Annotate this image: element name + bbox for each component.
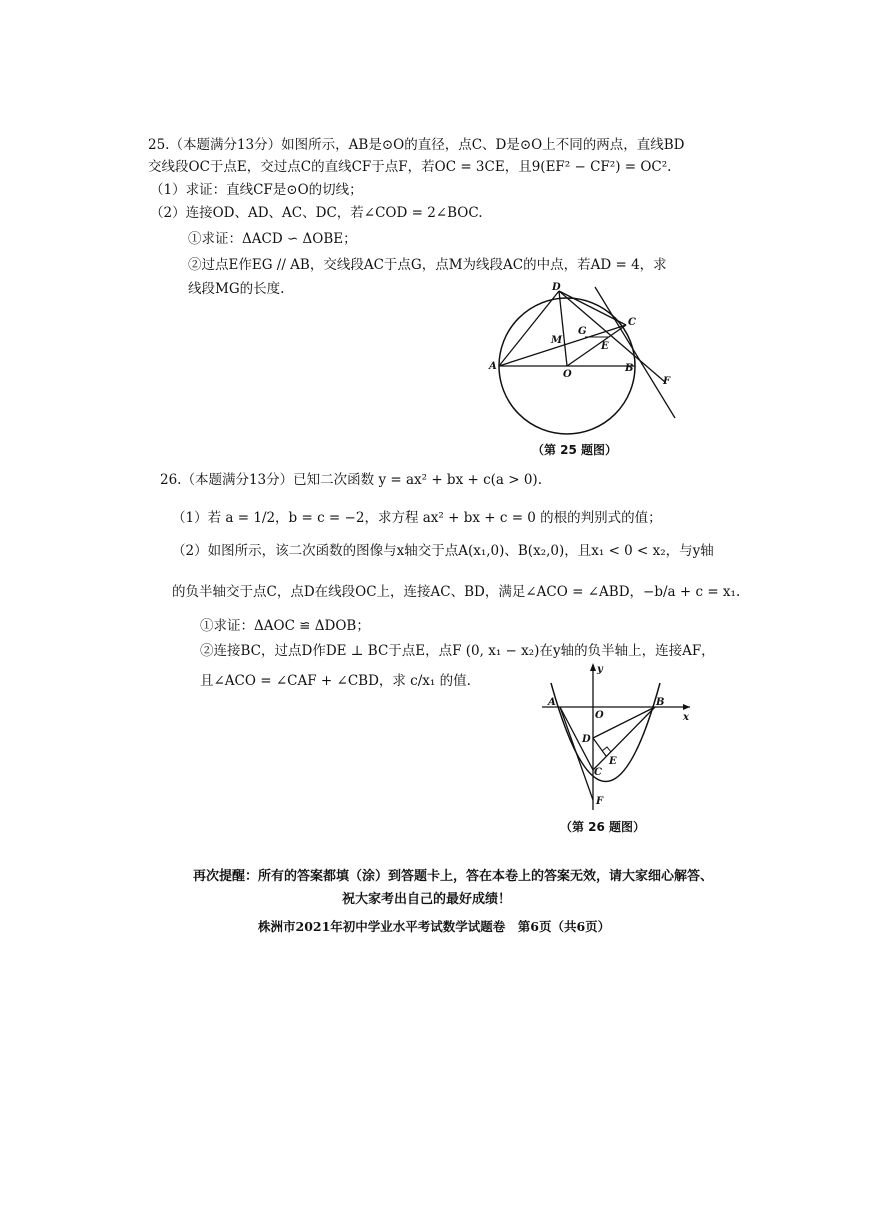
label-a: A: [489, 361, 497, 372]
label-o: O: [563, 369, 572, 380]
segment-od: [559, 291, 567, 366]
page-footer: 株洲市2021年初中学业水平考试数学试题卷 第6页（共6页）: [258, 919, 611, 934]
y-arrow: [590, 663, 596, 671]
label-b: B: [625, 363, 634, 374]
q25-part2-i: ①求证：ΔACD ∽ ΔOBE；: [188, 231, 357, 247]
label-c: C: [628, 317, 636, 328]
right-angle-mark: [602, 747, 611, 752]
q26-part2-b: 的负半轴交于点C，点D在线段OC上，连接AC、BD，满足∠ACO = ∠ABD，−b/a + c = x₁.: [172, 584, 741, 600]
label-f: F: [663, 376, 671, 387]
q25-figure: [485, 280, 685, 440]
q25-part1: （1）求证：直线CF是⊙O的切线；: [150, 182, 363, 198]
q25-part2: （2）连接OD、AD、AC、DC，若∠COD = 2∠BOC.: [150, 205, 483, 221]
q26-part2-a: （2）如图所示，该二次函数的图像与x轴交于点A(x₁,0)、B(x₂,0)，且x₁ < 0 < x₂，与y轴: [172, 543, 714, 559]
label-d: D: [552, 282, 561, 293]
label-o: O: [595, 710, 604, 721]
label-y: y: [597, 664, 603, 675]
q26-figure: [540, 660, 700, 815]
label-g: G: [578, 326, 587, 337]
q26-caption: （第 26 题图）: [560, 820, 646, 834]
label-a: A: [548, 697, 556, 708]
label-b: B: [656, 697, 665, 708]
q26-part1: （1）若 a = 1/2，b = c = −2，求方程 ax² + bx + c = 0 的根的判别式的值；: [172, 510, 662, 526]
label-d: D: [582, 734, 591, 745]
label-m: M: [551, 335, 563, 346]
q25-line2: 交线段OC于点E，交过点C的直线CF于点F，若OC = 3CE，且9(EF² − CF²) = OC².: [148, 159, 672, 175]
label-f: F: [596, 796, 604, 807]
segment-oc: [567, 325, 626, 366]
q25-part2-ii-a: ②过点E作EG // AB，交线段AC于点G，点M为线段AC的中点，若AD = 4，求: [188, 257, 667, 273]
segment-ad: [499, 291, 559, 366]
q26-part2-ii-a: ②连接BC，过点D作DE ⊥ BC于点E，点F (0, x₁ − x₂)在y轴的负半轴上，连接AF，: [200, 643, 715, 659]
line-bf: [559, 291, 665, 382]
q26-part2-i: ①求证：ΔAOC ≌ ΔDOB；: [200, 618, 370, 634]
reminder-line2: 祝大家考出自己的最好成绩！: [342, 892, 512, 907]
label-c: C: [594, 767, 602, 778]
label-x: x: [683, 712, 689, 723]
label-e: E: [601, 341, 609, 352]
segment-af: [560, 707, 593, 800]
q26-part2-ii-b: 且∠ACO = ∠CAF + ∠CBD，求 c/x₁ 的值.: [200, 673, 471, 689]
segment-de: [593, 738, 606, 756]
q25-line1: 25.（本题满分13分）如图所示，AB是⊙O的直径，点C、D是⊙O上不同的两点，直线BD: [148, 137, 685, 153]
reminder-line1: 再次提醒：所有的答案都填（涂）到答题卡上，答在本卷上的答案无效，请大家细心解答、: [193, 869, 714, 884]
tangent-cf: [595, 287, 675, 418]
q25-caption: （第 25 题图）: [532, 443, 618, 457]
label-e: E: [609, 756, 617, 767]
x-arrow: [683, 704, 690, 710]
q26-line1: 26.（本题满分13分）已知二次函数 y = ax² + bx + c(a > 0).: [160, 472, 542, 488]
q25-part2-ii-b: 线段MG的长度.: [188, 281, 285, 297]
